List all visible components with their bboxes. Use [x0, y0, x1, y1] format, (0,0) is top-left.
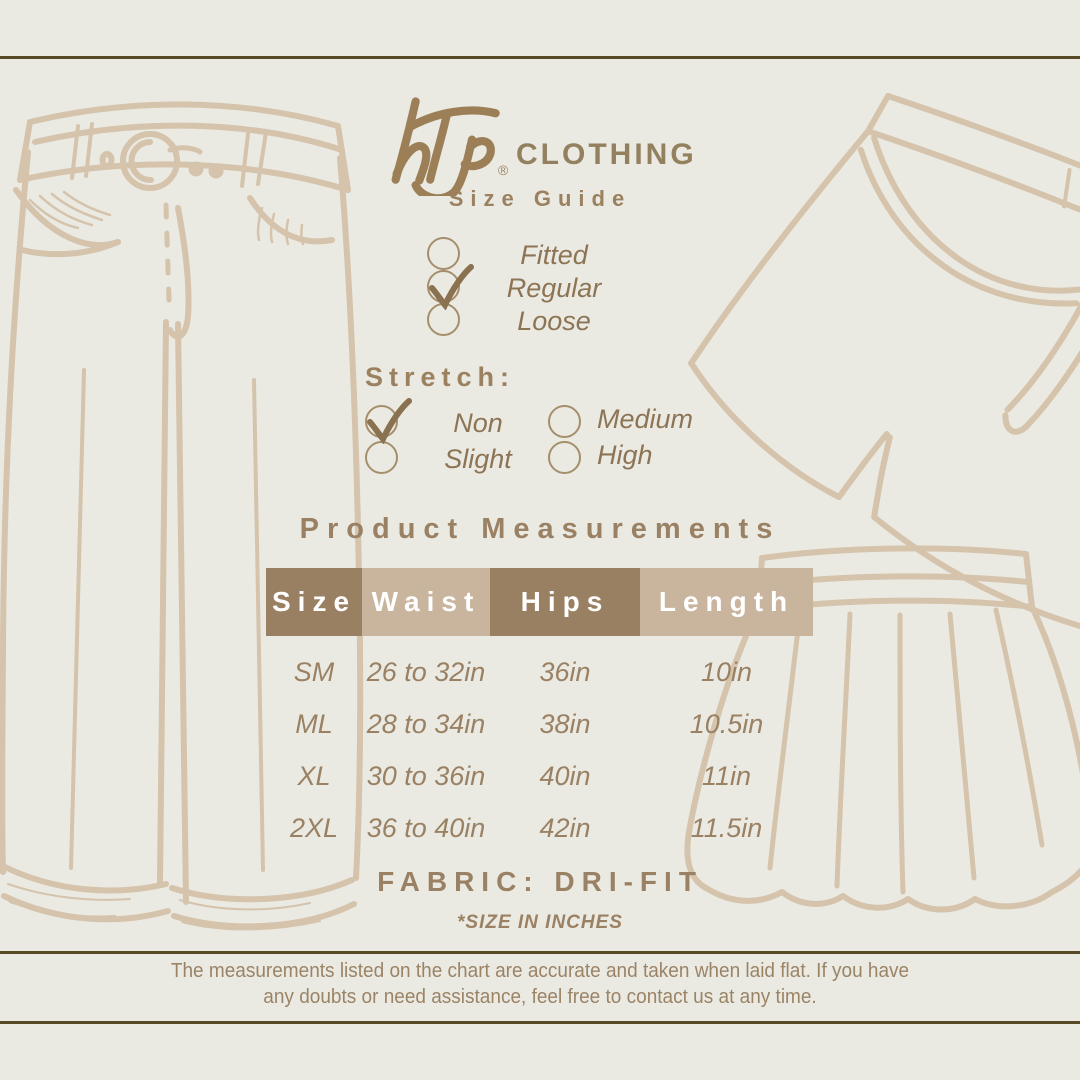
- footer-line-1: The measurements listed on the chart are accurate and taken when laid flat. If you have: [170, 960, 910, 982]
- brand-name: CLOTHING: [516, 138, 697, 171]
- footer-line-2: any doubts or need assistance, feel free to contact us at any time.: [263, 986, 817, 1008]
- column-header-waist: Waist: [362, 568, 490, 636]
- measurements-table: [266, 568, 813, 854]
- table-header-row: [266, 568, 813, 636]
- page-title: Size Guide: [448, 186, 632, 211]
- length-cell: 11.5in: [690, 812, 763, 843]
- waist-cell: 30 to 36in: [366, 760, 486, 791]
- hips-cell: 42in: [539, 812, 591, 843]
- hips-cell: 38in: [539, 708, 591, 739]
- fabric-note: FABRIC: DRI-FIT: [377, 866, 703, 897]
- fit-option-label: Regular: [506, 273, 602, 303]
- footer-note: [27, 958, 1053, 1010]
- length-cell: 11in: [701, 760, 752, 791]
- stretch-option-label: High: [597, 440, 653, 470]
- htp-logo-script: [382, 96, 502, 196]
- column-header-hips: Hips: [490, 568, 640, 636]
- table-row: [266, 646, 813, 698]
- table-row: [266, 802, 813, 854]
- waist-cell: 26 to 32in: [366, 656, 486, 687]
- waist-cell: 28 to 34in: [366, 708, 486, 739]
- stretch-heading: Stretch:: [365, 362, 516, 392]
- stretch-option-label: Slight: [444, 444, 512, 474]
- fit-option-label: Loose: [517, 306, 591, 336]
- column-header-size: Size: [266, 568, 362, 636]
- table-row: [266, 750, 813, 802]
- column-header-length: Length: [640, 568, 813, 636]
- fit-option-label: Fitted: [520, 240, 588, 270]
- size-cell: XL: [297, 760, 331, 791]
- hips-cell: 36in: [539, 656, 591, 687]
- measurements-title: Product Measurements: [299, 513, 781, 545]
- length-cell: 10in: [700, 656, 753, 687]
- stretch-option-label: Non: [453, 408, 503, 438]
- size-unit-note: *SIZE IN INCHES: [457, 912, 623, 933]
- table-row: [266, 698, 813, 750]
- registered-trademark: ®: [498, 162, 509, 178]
- length-cell: 10.5in: [689, 708, 764, 739]
- size-cell: SM: [293, 656, 335, 687]
- stretch-radio-slight[interactable]: [365, 441, 398, 474]
- waist-cell: 36 to 40in: [366, 812, 486, 843]
- stretch-option-label: Medium: [597, 404, 694, 434]
- hips-cell: 40in: [539, 760, 591, 791]
- size-cell: 2XL: [289, 812, 339, 843]
- size-cell: ML: [295, 708, 333, 739]
